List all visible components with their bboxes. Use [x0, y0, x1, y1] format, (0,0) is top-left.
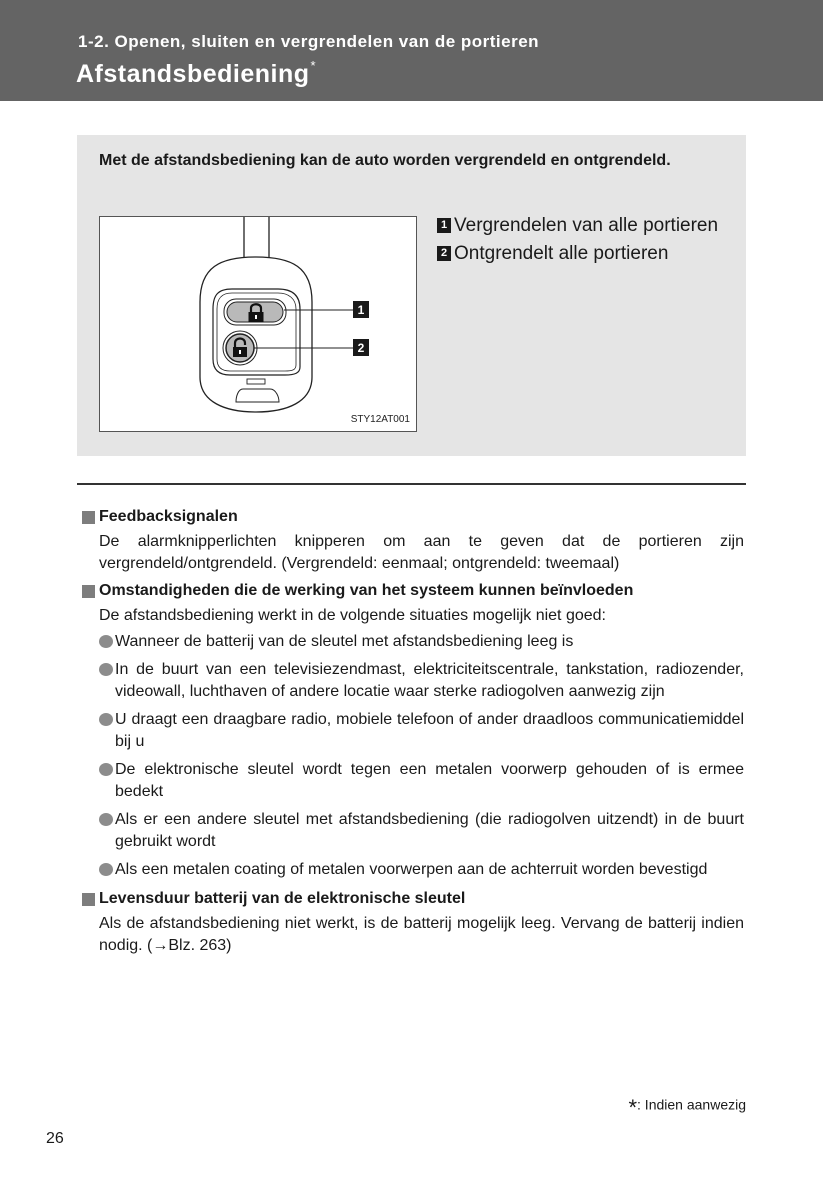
legend-item — [437, 213, 727, 239]
list-item-text: Als er een andere sleutel met afstandsbediening (die radiogolven uitzendt) in de buurt gebruikt wordt — [115, 811, 744, 850]
figure-code: STY12AT001 — [350, 414, 410, 425]
circle-bullet-icon — [99, 813, 113, 826]
legend-item — [437, 241, 727, 267]
section-heading-text: Omstandigheden die de werking van het systeem kunnen beïnvloeden — [99, 582, 634, 599]
page-title-text: Afstandsbediening — [76, 60, 310, 88]
optional-mark: * — [310, 58, 317, 73]
list-item — [99, 759, 744, 803]
circle-bullet-icon — [99, 713, 113, 726]
indicator-slot — [247, 379, 265, 384]
callout-label-2: 2 — [357, 341, 365, 355]
circle-bullet-icon — [99, 635, 113, 648]
intro-text: Met de afstandsbediening kan de auto worden vergrendeld en ontgrendeld. — [99, 152, 671, 169]
key-ring-stem — [244, 217, 269, 257]
section-heading — [82, 505, 746, 529]
list-item — [99, 631, 744, 653]
legend-text: Vergrendelen van alle portieren — [454, 215, 719, 236]
callout-label-1: 1 — [357, 303, 365, 317]
unlock-button — [223, 331, 257, 365]
list-item — [99, 709, 744, 753]
circle-bullet-icon — [99, 663, 113, 676]
figure-legend — [437, 213, 727, 269]
section-heading — [82, 887, 746, 911]
circle-bullet-icon — [99, 763, 113, 776]
legend-number-badge: 1 — [437, 218, 451, 233]
content — [82, 505, 746, 961]
list-item-text: U draagt een draagbare radio, mobiele telefoon of ander draadloos communicatiemiddel bij u — [115, 711, 744, 750]
list-item-text: Als een metalen coating of metalen voorwerpen aan de achterruit worden bevestigd — [115, 861, 708, 878]
key-fob-illustration — [100, 217, 416, 431]
square-bullet-icon — [82, 511, 95, 524]
lock-button — [224, 299, 286, 325]
list-item-text: De elektronische sleutel wordt tegen een metalen voorwerp gehouden of is ermee bedekt — [115, 761, 744, 800]
list-item — [99, 809, 744, 853]
circle-bullet-icon — [99, 863, 113, 876]
square-bullet-icon — [82, 893, 95, 906]
key-fob-figure — [99, 216, 417, 432]
intro-box — [77, 135, 746, 456]
paragraph: De alarmknipperlichten knipperen om aan te geven dat de portieren zijn vergrendeld/ontgrendeld. (Vergrendeld: eenmaal; ontgrendeld: tweemaal) — [99, 533, 744, 572]
list-item — [99, 659, 744, 703]
section-heading — [82, 579, 746, 603]
list-item-text: Wanneer de batterij van de sleutel met afstandsbediening leeg is — [115, 633, 574, 650]
list-item — [99, 859, 744, 881]
key-release-button — [236, 389, 279, 402]
paragraph: Als de afstandsbediening niet werkt, is de batterij mogelijk leeg. Vervang de batterij indien nodig. (→Blz. 263) — [99, 915, 744, 954]
footnote — [628, 1093, 746, 1119]
section-divider — [77, 483, 746, 485]
asterisk-icon: * — [628, 1095, 638, 1120]
section-heading-text: Feedbacksignalen — [99, 508, 238, 525]
legend-number-badge: 2 — [437, 246, 451, 261]
chapter-header — [0, 0, 823, 101]
section-title: 1-2. Openen, sluiten en vergrendelen van de portieren — [78, 32, 540, 51]
page-title — [76, 60, 316, 89]
paragraph: De afstandsbediening werkt in de volgende situaties mogelijk niet goed: — [99, 607, 606, 624]
square-bullet-icon — [82, 585, 95, 598]
legend-text: Ontgrendelt alle portieren — [454, 243, 669, 264]
list-item-text: In de buurt van een televisiezendmast, elektriciteitscentrale, tankstation, radiozender, videowall, luchthaven of andere locatie waar sterke radiogolven aanwezig zijn — [115, 661, 744, 700]
footnote-text: : Indien aanwezig — [637, 1096, 746, 1113]
page-number: 26 — [46, 1130, 64, 1147]
section-heading-text: Levensduur batterij van de elektronische sleutel — [99, 890, 466, 907]
